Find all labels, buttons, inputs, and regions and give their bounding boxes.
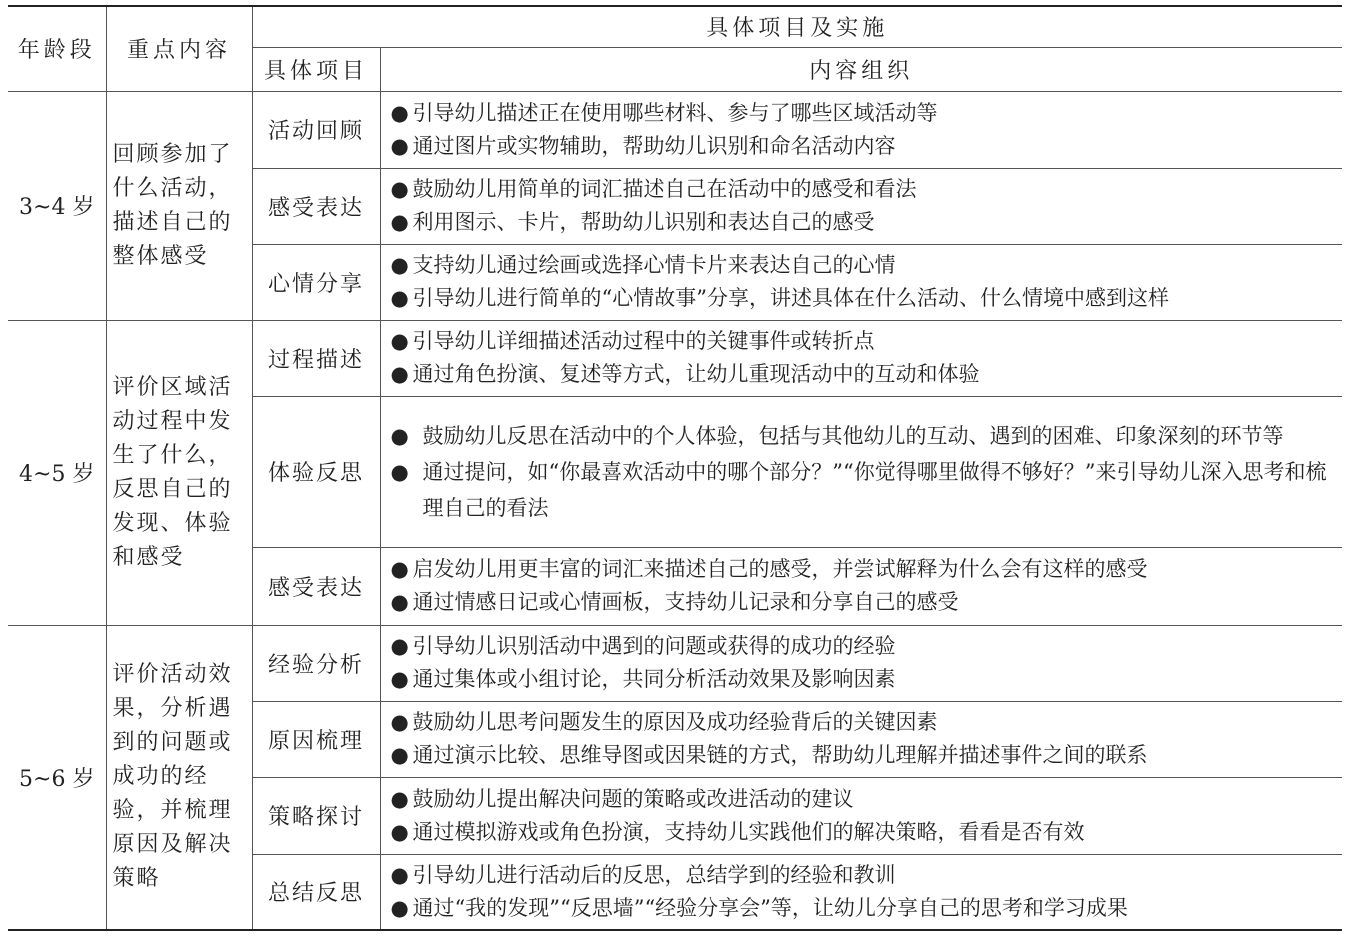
bullet-icon: ● (390, 710, 409, 734)
bullet-item: ● 通过提问，如“你最喜欢活动中的哪个部分？”“你觉得哪里做得不够好？”来引导幼儿深入思考和梳理自己的看法 (391, 454, 1333, 526)
implementation-table (8, 5, 1342, 931)
bullet-icon: ● (390, 210, 409, 234)
bullet-item: ● 通过图片或实物辅助，帮助幼儿识别和命名活动内容 (391, 130, 1333, 163)
header-content: 内容组织 (380, 47, 1342, 91)
bullet-item: ● 鼓励幼儿提出解决问题的策略或改进活动的建议 (391, 783, 1333, 816)
bullet-item: ● 通过集体或小组讨论，共同分析活动效果及影响因素 (391, 663, 1333, 696)
focus-cell: 回顾参加了什么活动，描述自己的整体感受 (106, 91, 252, 320)
bullet-item: ● 引导幼儿进行活动后的反思，总结学到的经验和教训 (391, 859, 1333, 892)
header-group: 具体项目及实施 (252, 6, 1342, 47)
item-cell: 经验分析 (252, 625, 380, 701)
bullet-item: ● 启发幼儿用更丰富的词汇来描述自己的感受，并尝试解释为什么会有这样的感受 (391, 553, 1333, 586)
item-cell: 策略探讨 (252, 777, 380, 854)
bullet-icon: ● (390, 557, 409, 581)
bullet-icon: ● (390, 286, 409, 310)
bullet-icon: ● (390, 133, 409, 158)
bullet-icon: ● (390, 590, 409, 614)
bullet-item: ● 引导幼儿详细描述活动过程中的关键事件或转折点 (391, 325, 1333, 358)
bullet-item: ● 引导幼儿描述正在使用哪些材料、参与了哪些区域活动等 (391, 97, 1333, 130)
item-cell: 活动回顾 (252, 91, 380, 168)
age-cell: 5~6 岁 (8, 625, 106, 930)
bullet-icon: ● (390, 667, 409, 691)
bullet-icon: ● (390, 743, 409, 767)
header-item: 具体项目 (252, 47, 380, 91)
bullet-item: ● 鼓励幼儿思考问题发生的原因及成功经验背后的关键因素 (391, 706, 1333, 739)
focus-cell: 评价区域活动过程中发生了什么，反思自己的发现、体验和感受 (106, 320, 252, 625)
bullet-item: ● 通过情感日记或心情画板，支持幼儿记录和分享自己的感受 (391, 586, 1333, 619)
bullet-item: ● 鼓励幼儿用简单的词汇描述自己在活动中的感受和看法 (391, 173, 1333, 206)
bullet-item: ● 通过“我的发现”“反思墙”“经验分享会”等，让幼儿分享自己的思考和学习成果 (391, 892, 1333, 925)
header-age: 年龄段 (8, 6, 106, 91)
item-cell: 过程描述 (252, 320, 380, 396)
bullet-icon: ● (390, 862, 409, 887)
bullet-icon: ● (390, 253, 409, 277)
bullet-item: ● 鼓励幼儿反思在活动中的个人体验，包括与其他幼儿的互动、遇到的困难、印象深刻的环节等 (391, 418, 1333, 454)
content-cell (380, 396, 1342, 547)
bullet-item: ● 引导幼儿进行简单的“心情故事”分享，讲述具体在什么活动、什么情境中感到这样 (391, 282, 1333, 315)
content-cell (380, 701, 1342, 777)
bullet-icon: ● (390, 895, 409, 920)
bullet-icon: ● (390, 459, 409, 484)
age-cell: 4~5 岁 (8, 320, 106, 625)
content-cell (380, 854, 1342, 930)
bullet-item: ● 引导幼儿识别活动中遇到的问题或获得的成功的经验 (391, 630, 1333, 663)
content-cell (380, 777, 1342, 854)
bullet-icon: ● (390, 100, 409, 125)
content-cell (380, 547, 1342, 625)
table-row (8, 91, 1342, 168)
bullet-icon: ● (390, 423, 409, 448)
item-cell: 心情分享 (252, 244, 380, 320)
content-cell (380, 625, 1342, 701)
content-cell (380, 168, 1342, 244)
content-cell (380, 91, 1342, 168)
item-cell: 感受表达 (252, 168, 380, 244)
item-cell: 原因梳理 (252, 701, 380, 777)
item-cell: 总结反思 (252, 854, 380, 930)
table-row (8, 320, 1342, 396)
bullet-icon: ● (390, 786, 409, 811)
bullet-item: ● 通过演示比较、思维导图或因果链的方式，帮助幼儿理解并描述事件之间的联系 (391, 739, 1333, 772)
bullet-icon: ● (390, 329, 409, 353)
bullet-item: ● 利用图示、卡片，帮助幼儿识别和表达自己的感受 (391, 206, 1333, 239)
bullet-item: ● 通过模拟游戏或角色扮演，支持幼儿实践他们的解决策略，看看是否有效 (391, 816, 1333, 849)
content-cell (380, 244, 1342, 320)
bullet-icon: ● (390, 177, 409, 201)
bullet-icon: ● (390, 819, 409, 844)
item-cell: 感受表达 (252, 547, 380, 625)
table-row (8, 625, 1342, 701)
header-focus: 重点内容 (106, 6, 252, 91)
bullet-icon: ● (390, 362, 409, 386)
age-cell: 3~4 岁 (8, 91, 106, 320)
content-cell (380, 320, 1342, 396)
bullet-icon: ● (390, 634, 409, 658)
item-cell: 体验反思 (252, 396, 380, 547)
focus-cell: 评价活动效果，分析遇到的问题或成功的经验，并梳理原因及解决策略 (106, 625, 252, 930)
bullet-item: ● 通过角色扮演、复述等方式，让幼儿重现活动中的互动和体验 (391, 358, 1333, 391)
bullet-item: ● 支持幼儿通过绘画或选择心情卡片来表达自己的心情 (391, 249, 1333, 282)
